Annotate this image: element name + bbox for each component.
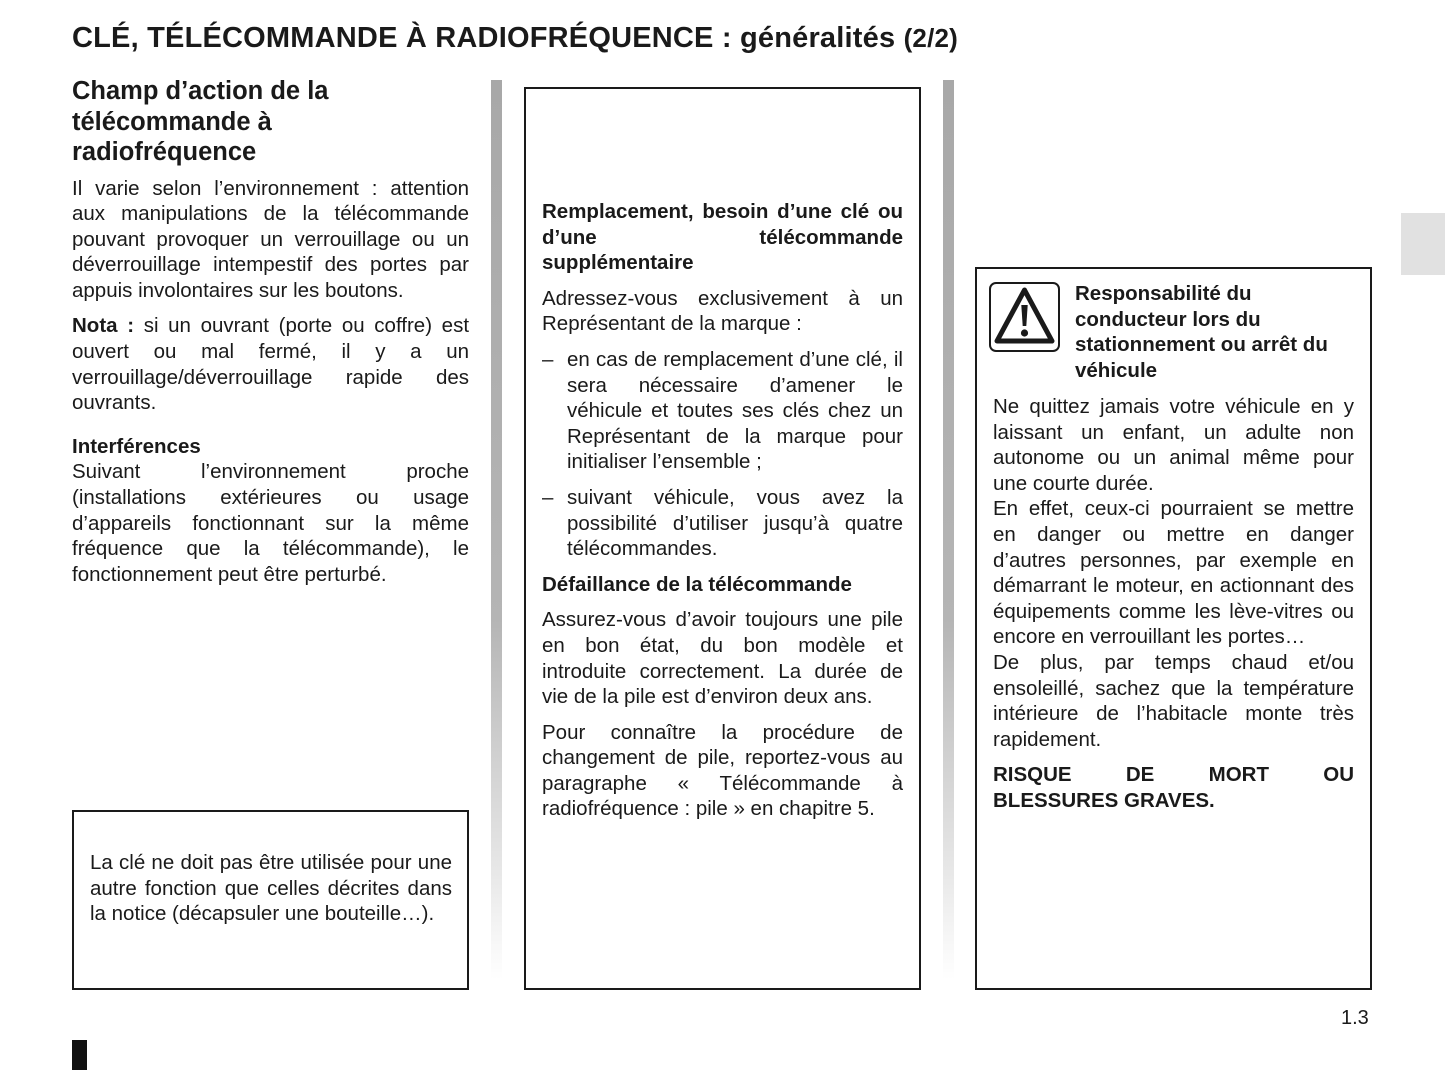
replacement-intro: Adressez-vous exclusivement à un Représentant de la marque : xyxy=(542,286,903,336)
column-divider xyxy=(943,80,954,980)
warning-triangle-icon xyxy=(989,282,1060,352)
list-item: – en cas de remplacement d’une clé, il sera nécessaire d’amener le véhicule et toutes ses clés chez un Représentant de la marque pour initialiser l’ensemble ; xyxy=(542,347,903,475)
nota-text: si un ouvrant (porte ou coffre) est ouvert ou mal fermé, il y a un verrouillage/déverrouillage rapide des ouvrants. xyxy=(72,314,470,415)
replacement-list xyxy=(542,347,903,562)
note-box-text: La clé ne doit pas être utilisée pour une autre fonction que celles décrites dans la notice (décapsuler une bouteille…). xyxy=(90,851,452,926)
nota-label: Nota : xyxy=(72,314,135,338)
page-title-text: CLÉ, TÉLÉCOMMANDE À RADIOFRÉQUENCE : généralités xyxy=(72,22,896,54)
risk-line-2: BLESSURES GRAVES. xyxy=(993,788,1215,812)
warning-text-1: Ne quittez jamais votre véhicule en y laissant un enfant, un adulte non autonome ou un animal même pour une courte durée. xyxy=(993,395,1354,495)
failure-paragraph-2: Pour connaître la procédure de changement de pile, reportez-vous au paragraphe « Télécommande à radiofréquence : pile » en chapitre 5. xyxy=(542,720,903,821)
corner-mark xyxy=(72,1040,87,1070)
failure-paragraph-1: Assurez-vous d’avoir toujours une pile en bon état, du bon modèle et introduite correctement. La durée de vie de la pile est d’environ deux ans. xyxy=(542,608,903,709)
middle-box xyxy=(524,87,921,990)
interference-paragraph: Suivant l’environnement proche (installations extérieures ou usage d’appareils fonctionnant sur la même fréquence que la télécommande), le fonctionnement peut être perturbé. xyxy=(72,460,469,586)
page-number: 1.3 xyxy=(1341,1007,1369,1029)
page-title-part: (2/2) xyxy=(903,23,959,53)
interference-heading: Interférences xyxy=(72,434,201,458)
warning-text-3: De plus, par temps chaud et/ou ensoleillé, sachez que la température intérieure de l’habitacle monte très rapidement. xyxy=(993,650,1354,751)
list-item: – suivant véhicule, vous avez la possibilité d’utiliser jusqu’à quatre télécommandes. xyxy=(542,485,903,562)
warning-text-2: En effet, ceux-ci pourraient se mettre en danger ou mettre en danger d’autres personnes, par exemple en démarrant le moteur, en actionnant des équipements comme les lève-vitres ou encore en verrouillant les portes… xyxy=(993,497,1354,649)
failure-heading: Défaillance de la télécommande xyxy=(542,572,852,596)
nota-paragraph xyxy=(72,313,469,415)
replacement-heading: Remplacement, besoin d’une clé ou d’une télécommande supplémentaire xyxy=(542,200,903,275)
range-paragraph: Il varie selon l’environnement : attention aux manipulations de la télécommande pouvant provoquer un verrouillage ou un déverrouillage intempestif des portes par appuis involontaires sur les boutons. xyxy=(72,176,469,302)
column-divider xyxy=(491,80,502,980)
range-heading: Champ d’action de la télécommande à radiofréquence xyxy=(72,77,329,166)
warning-title: Responsabilité du conducteur lors du stationnement ou arrêt du véhicule xyxy=(1075,282,1328,382)
left-column xyxy=(72,76,469,597)
page-title xyxy=(72,22,958,55)
section-tab-marker xyxy=(1401,213,1445,275)
note-box xyxy=(72,810,469,990)
risk-line-1: RISQUE DE MORT OU xyxy=(993,763,1354,787)
